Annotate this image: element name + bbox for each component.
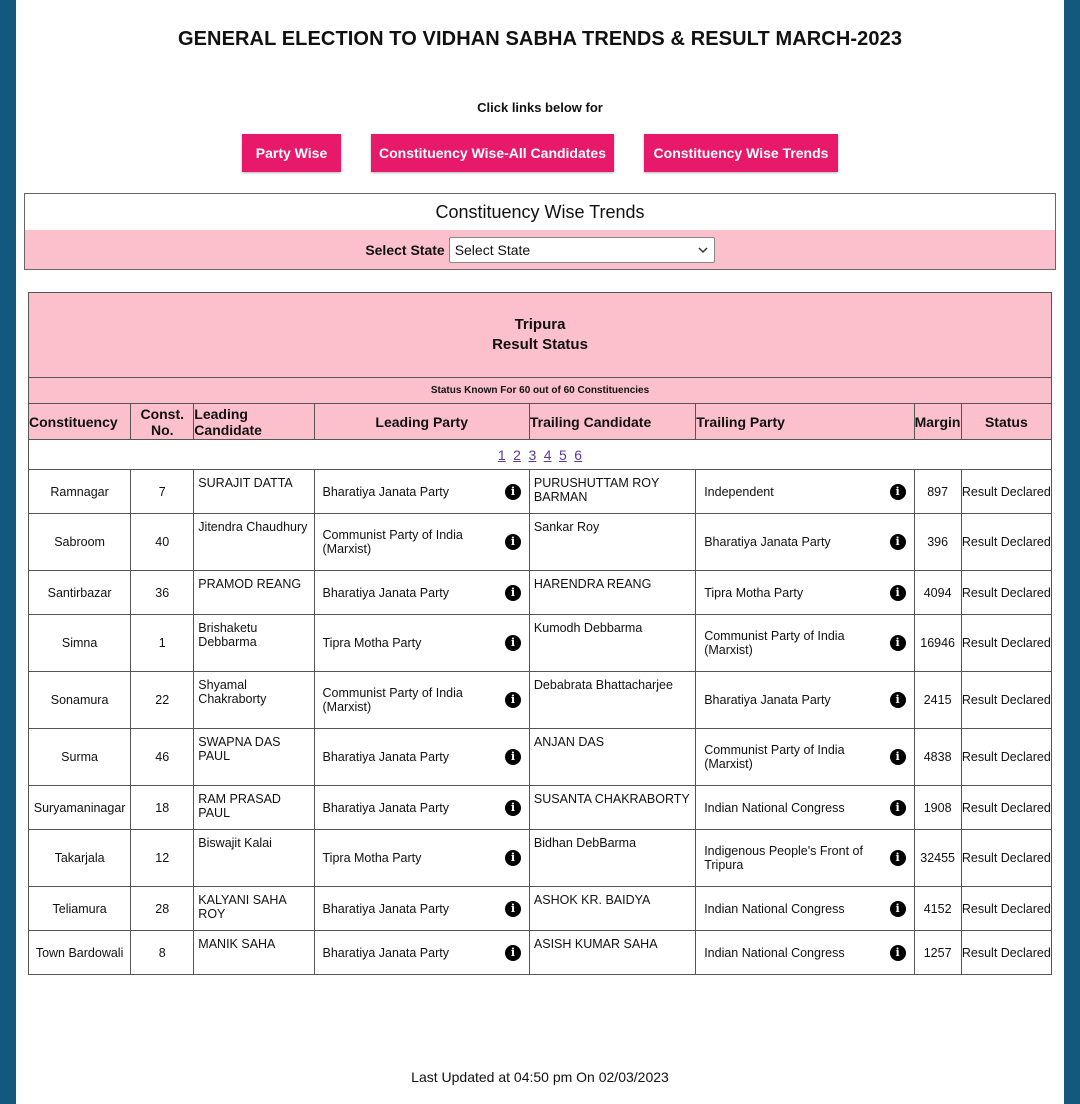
state-select-value: Select State: [454, 241, 531, 258]
constituency-cell: Sabroom: [29, 514, 131, 571]
table-row: [29, 672, 1052, 729]
leading-candidate-cell: Shyamal Chakraborty: [194, 672, 314, 729]
leading-party-cell-label: Bharatiya Janata Party: [322, 484, 449, 499]
leading-party-cell-label: Tipra Motha Party: [322, 851, 422, 865]
constituency-cell: Takarjala: [29, 830, 131, 887]
result-status-title: Result Status: [492, 336, 588, 353]
column-header: Status: [961, 404, 1051, 440]
leading-candidate-cell: MANIK SAHA: [194, 931, 314, 975]
trailing-party-cell-label: Independent: [704, 484, 774, 499]
table-row: [29, 830, 1052, 887]
constituency-cell: Town Bardowali: [29, 931, 131, 975]
constituency-all-candidates-button[interactable]: Constituency Wise-All Candidates: [371, 134, 614, 172]
pagination: [29, 440, 1052, 470]
info-icon[interactable]: i: [890, 534, 906, 550]
trailing-candidate-cell: Kumodh Debbarma: [529, 615, 695, 672]
constituency-cell: Suryamaninagar: [29, 786, 131, 830]
trailing-party-cell: [696, 470, 914, 514]
state-select-dropdown[interactable]: [449, 237, 715, 263]
trailing-party-cell: [696, 931, 914, 975]
trailing-party-cell-label: Indian National Congress: [704, 901, 845, 916]
status-known-banner: Status Known For 60 out of 60 Constituencies: [29, 378, 1052, 404]
status-cell: Result Declared: [961, 786, 1051, 830]
margin-cell: 897: [914, 470, 961, 514]
margin-cell: 16946: [914, 615, 961, 672]
trailing-candidate-cell: ASISH KUMAR SAHA: [529, 931, 695, 975]
info-icon[interactable]: i: [505, 749, 521, 765]
info-icon[interactable]: i: [890, 635, 906, 651]
column-header: Constituency: [29, 404, 131, 440]
trailing-party-cell-label: Indian National Congress: [704, 800, 845, 815]
results-table: [28, 292, 1052, 975]
trailing-candidate-cell: Debabrata Bhattacharjee: [529, 672, 695, 729]
column-header: Leading Party: [314, 404, 529, 440]
trailing-party-cell: [696, 672, 914, 729]
margin-cell: 2415: [914, 672, 961, 729]
trailing-candidate-cell: SUSANTA CHAKRABORTY: [529, 786, 695, 830]
trailing-party-cell: [696, 615, 914, 672]
leading-candidate-cell: Biswajit Kalai: [194, 830, 314, 887]
leading-party-cell: [314, 887, 529, 931]
page-link[interactable]: 5: [559, 446, 567, 463]
table-row: [29, 729, 1052, 786]
constituency-cell: Teliamura: [29, 887, 131, 931]
const-no-cell: 36: [131, 571, 194, 615]
status-cell: Result Declared: [961, 571, 1051, 615]
info-icon[interactable]: i: [505, 692, 521, 708]
leading-party-cell: [314, 514, 529, 571]
margin-cell: 4838: [914, 729, 961, 786]
const-no-cell: 1: [131, 615, 194, 672]
margin-cell: 4094: [914, 571, 961, 615]
status-cell: Result Declared: [961, 470, 1051, 514]
leading-candidate-cell: Jitendra Chaudhury: [194, 514, 314, 571]
leading-candidate-cell: Brishaketu Debbarma: [194, 615, 314, 672]
state-name: Tripura: [514, 316, 566, 333]
page-link[interactable]: 1: [497, 446, 506, 463]
info-icon[interactable]: i: [505, 585, 521, 601]
trailing-party-cell-label: Communist Party of India (Marxist): [704, 743, 845, 771]
leading-party-cell-label: Bharatiya Janata Party: [322, 585, 449, 600]
page-link[interactable]: 2: [513, 446, 521, 463]
column-header-row: [29, 404, 1052, 440]
leading-party-cell: [314, 729, 529, 786]
margin-cell: 1908: [914, 786, 961, 830]
info-icon[interactable]: i: [890, 901, 906, 917]
state-header: [29, 293, 1052, 378]
const-no-cell: 12: [131, 830, 194, 887]
trailing-party-cell: [696, 786, 914, 830]
constituency-cell: Santirbazar: [29, 571, 131, 615]
table-row: [29, 931, 1052, 975]
leading-candidate-cell: SWAPNA DAS PAUL: [194, 729, 314, 786]
leading-party-cell: [314, 615, 529, 672]
status-cell: Result Declared: [961, 672, 1051, 729]
page-link[interactable]: 3: [528, 446, 537, 463]
trailing-party-cell: [696, 514, 914, 571]
leading-party-cell-label: Communist Party of India (Marxist): [322, 528, 463, 556]
trailing-candidate-cell: Bidhan DebBarma: [529, 830, 695, 887]
info-icon[interactable]: i: [890, 692, 906, 708]
constituency-cell: Ramnagar: [29, 470, 131, 514]
const-no-cell: 46: [131, 729, 194, 786]
trailing-party-cell: [696, 887, 914, 931]
const-no-cell: 8: [131, 931, 194, 975]
constituency-cell: Simna: [29, 615, 131, 672]
status-cell: Result Declared: [961, 830, 1051, 887]
info-icon[interactable]: i: [505, 484, 521, 500]
status-cell: Result Declared: [961, 615, 1051, 672]
status-cell: Result Declared: [961, 729, 1051, 786]
table-row: [29, 514, 1052, 571]
trailing-party-cell: [696, 729, 914, 786]
column-header: Leading Candidate: [194, 404, 314, 440]
state-select-row: [25, 230, 1055, 269]
trailing-party-cell: [696, 830, 914, 887]
const-no-cell: 40: [131, 514, 194, 571]
trailing-candidate-cell: ASHOK KR. BAIDYA: [529, 887, 695, 931]
constituency-cell: Sonamura: [29, 672, 131, 729]
leading-party-cell-label: Bharatiya Janata Party: [322, 945, 449, 960]
info-icon[interactable]: i: [505, 800, 521, 816]
leading-party-cell: [314, 571, 529, 615]
constituency-trends-button[interactable]: Constituency Wise Trends: [644, 134, 838, 172]
const-no-cell: 22: [131, 672, 194, 729]
info-icon[interactable]: i: [890, 850, 906, 866]
trailing-party-cell: [696, 571, 914, 615]
trailing-candidate-cell: Sankar Roy: [529, 514, 695, 571]
party-wise-button[interactable]: Party Wise: [242, 134, 341, 172]
trailing-party-cell-label: Bharatiya Janata Party: [704, 693, 831, 707]
trailing-candidate-cell: PURUSHUTTAM ROY BARMAN: [529, 470, 695, 514]
leading-party-cell-label: Bharatiya Janata Party: [322, 800, 449, 815]
info-icon[interactable]: i: [890, 800, 906, 816]
table-row: [29, 470, 1052, 514]
page-title: GENERAL ELECTION TO VIDHAN SABHA TRENDS & RESULT MARCH-2023: [177, 28, 903, 50]
table-row: [29, 887, 1052, 931]
info-icon[interactable]: i: [505, 901, 521, 917]
info-icon[interactable]: i: [890, 585, 906, 601]
column-header: Margin: [914, 404, 961, 440]
info-icon[interactable]: i: [505, 850, 521, 866]
page-link[interactable]: 6: [574, 446, 583, 463]
leading-party-cell: [314, 672, 529, 729]
leading-candidate-cell: SURAJIT DATTA: [194, 470, 314, 514]
trailing-candidate-cell: HARENDRA REANG: [529, 571, 695, 615]
margin-cell: 32455: [914, 830, 961, 887]
pagination-row: [29, 440, 1052, 470]
const-no-cell: 28: [131, 887, 194, 931]
leading-party-cell: [314, 830, 529, 887]
leading-party-cell-label: Bharatiya Janata Party: [322, 750, 449, 764]
leading-party-cell-label: Communist Party of India (Marxist): [322, 686, 463, 714]
last-updated-text: Last Updated at 04:50 pm On 02/03/2023: [411, 1069, 669, 1085]
column-header: Trailing Candidate: [529, 404, 695, 440]
trailing-party-cell-label: Bharatiya Janata Party: [704, 535, 831, 549]
leading-party-cell: [314, 931, 529, 975]
info-icon[interactable]: i: [505, 945, 521, 961]
trailing-party-cell-label: Communist Party of India (Marxist): [704, 629, 845, 657]
status-cell: Result Declared: [961, 514, 1051, 571]
page-container: [16, 0, 1064, 1104]
state-select-label: Select State: [365, 241, 445, 258]
info-icon[interactable]: i: [505, 635, 521, 651]
column-header: [131, 404, 194, 440]
leading-party-cell-label: Bharatiya Janata Party: [322, 901, 449, 916]
margin-cell: 4152: [914, 887, 961, 931]
column-header: Trailing Party: [696, 404, 914, 440]
trailing-party-cell-label: Tipra Motha Party: [704, 585, 804, 600]
leading-party-cell: [314, 786, 529, 830]
table-row: [29, 786, 1052, 830]
table-row: [29, 615, 1052, 672]
const-no-cell: 7: [131, 470, 194, 514]
constituency-cell: Surma: [29, 729, 131, 786]
column-header-text: Const. No.: [140, 405, 185, 438]
trailing-party-cell-label: Indigenous People's Front of Tripura: [704, 844, 863, 872]
leading-candidate-cell: PRAMOD REANG: [194, 571, 314, 615]
trailing-candidate-cell: ANJAN DAS: [529, 729, 695, 786]
status-cell: Result Declared: [961, 931, 1051, 975]
trends-panel-title: Constituency Wise Trends: [25, 194, 1055, 230]
leading-candidate-cell: RAM PRASAD PAUL: [194, 786, 314, 830]
trailing-party-cell-label: Indian National Congress: [704, 945, 845, 960]
page-link[interactable]: 4: [543, 446, 552, 463]
trends-panel: [24, 193, 1056, 270]
margin-cell: 1257: [914, 931, 961, 975]
table-row: [29, 571, 1052, 615]
info-icon[interactable]: i: [505, 534, 521, 550]
margin-cell: 396: [914, 514, 961, 571]
status-cell: Result Declared: [961, 887, 1051, 931]
chevron-down-icon: [696, 243, 710, 257]
click-links-caption: Click links below for: [477, 100, 603, 115]
leading-candidate-cell: KALYANI SAHA ROY: [194, 887, 314, 931]
leading-party-cell-label: Tipra Motha Party: [322, 636, 422, 650]
leading-party-cell: [314, 470, 529, 514]
info-icon[interactable]: i: [890, 945, 906, 961]
info-icon[interactable]: i: [890, 749, 906, 765]
info-icon[interactable]: i: [890, 484, 906, 500]
const-no-cell: 18: [131, 786, 194, 830]
